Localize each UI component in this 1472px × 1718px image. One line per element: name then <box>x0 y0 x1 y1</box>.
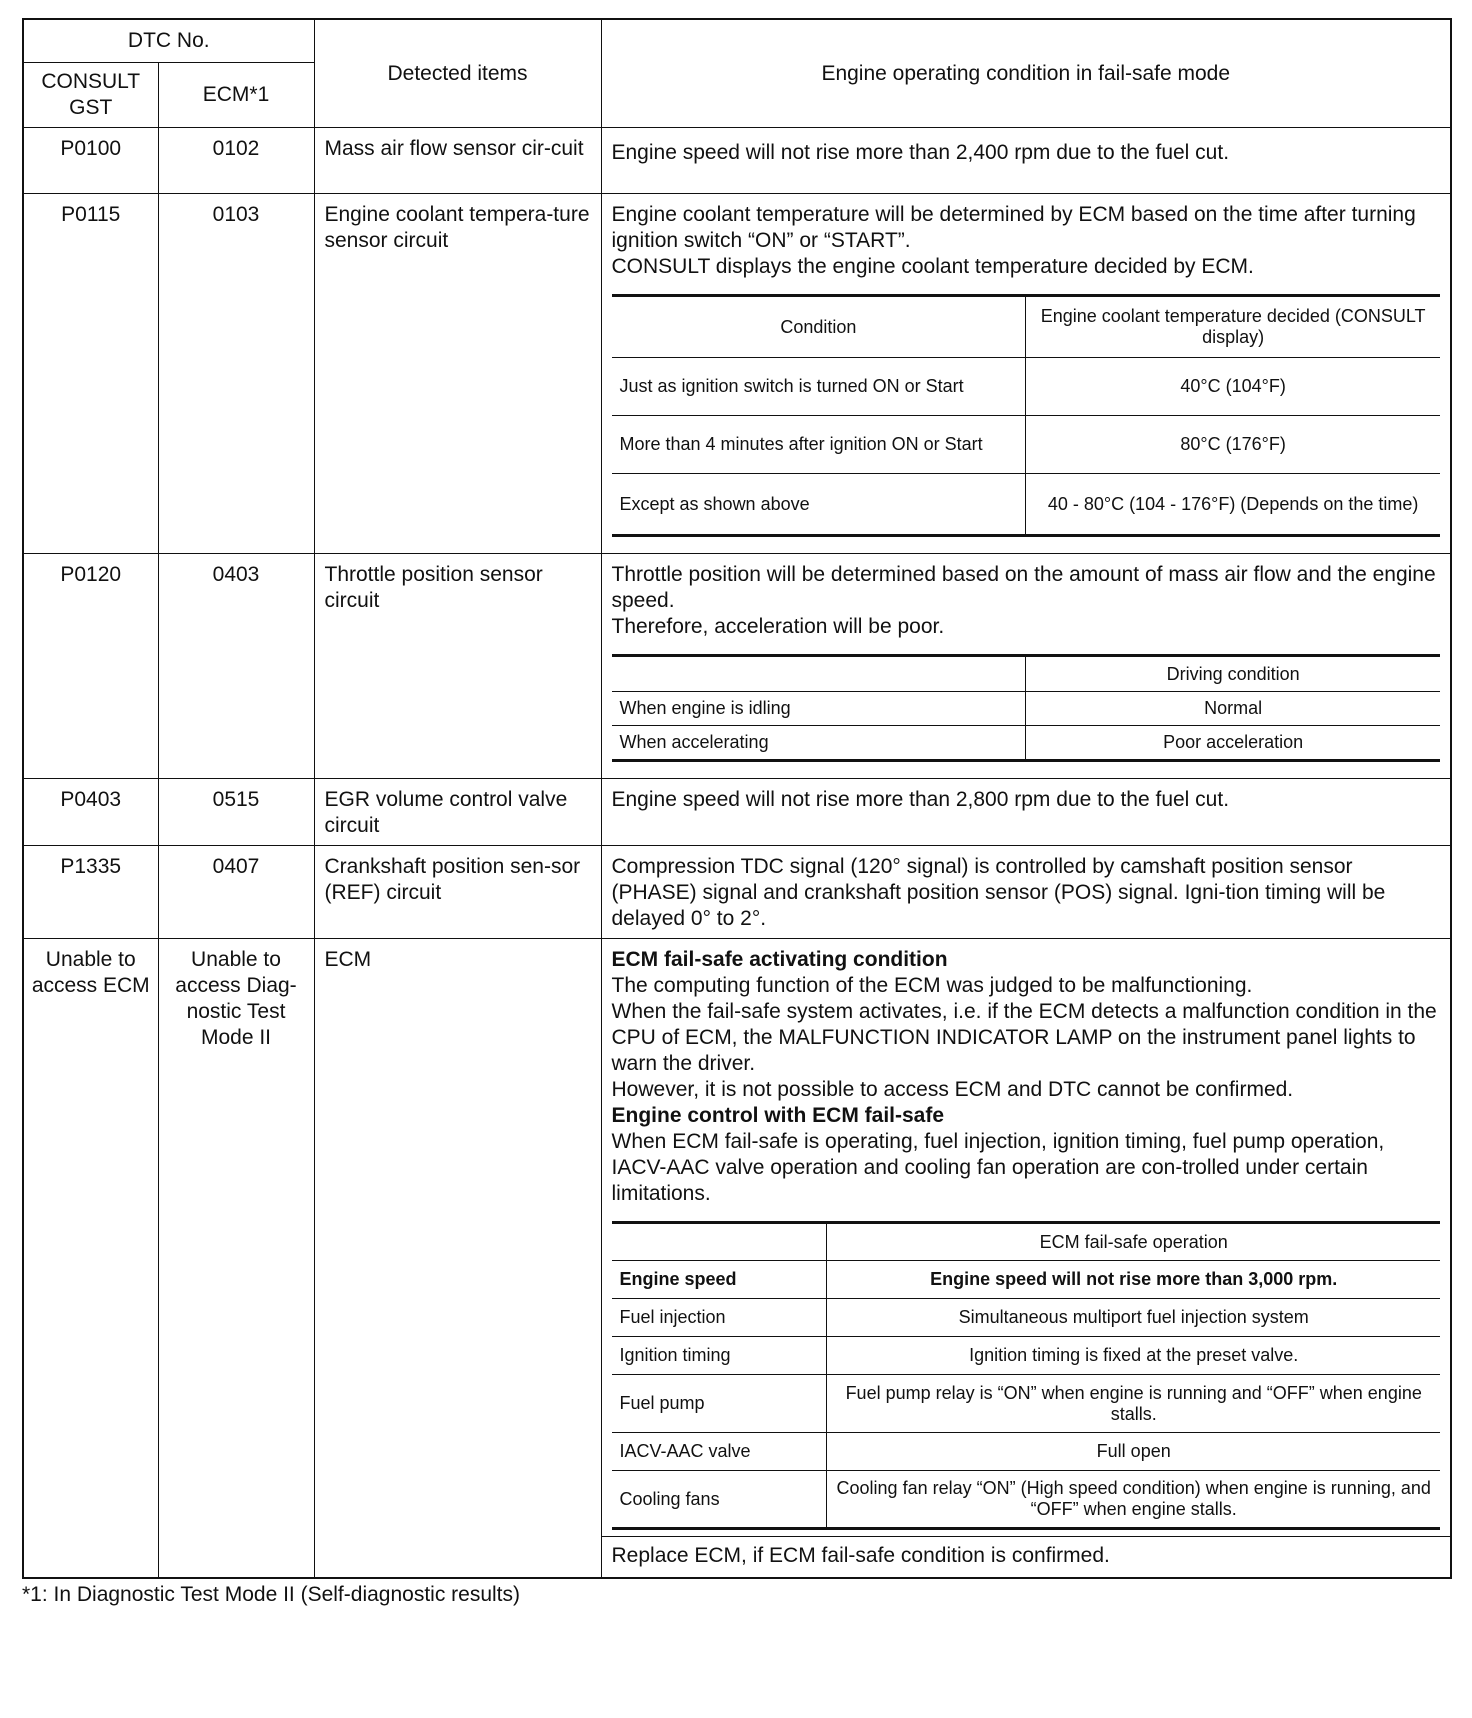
table-row <box>23 846 1451 939</box>
coolant-temperature-table <box>612 294 1441 537</box>
column-header: Driving condition <box>1026 656 1440 692</box>
driving-condition-table <box>612 654 1441 762</box>
table-cell: Poor acceleration <box>1026 726 1440 761</box>
ecm-code: 0515 <box>158 779 314 846</box>
table-cell: 40 - 80°C (104 - 176°F) (Depends on the time) <box>1026 474 1440 536</box>
ecm-code: 0102 <box>158 128 314 194</box>
fail-safe-condition: Compression TDC signal (120° signal) is controlled by camshaft position sensor (PHASE) signal and crankshaft position sensor (POS) signal. Igni-tion timing will be delayed 0° to 2°. <box>601 846 1451 939</box>
fail-safe-condition: Engine coolant temperature will be determined by ECM based on the time after turning ignition switch “ON” or “START”. CONSULT displays the engine coolant temperature decided by ECM. Condition Engine coolant temperature decided (CONSULT display) Just as ignition switch is turned ON or Start 40°C (104°F) More than 4 minutes after ignition ON or Start 80°C (176°F) Except as shown above 40 - 80°C (104 - 176°F) (Depends on the time) <box>601 194 1451 554</box>
table-cell: 40°C (104°F) <box>1026 358 1440 416</box>
table-cell: Engine speed <box>612 1261 827 1299</box>
fail-safe-condition: Engine speed will not rise more than 2,400 rpm due to the fuel cut. <box>601 128 1451 194</box>
detected-items-header: Detected items <box>314 19 601 128</box>
detected-item: EGR volume control valve circuit <box>314 779 601 846</box>
ecm-code: 0403 <box>158 554 314 779</box>
column-header: Condition <box>612 296 1026 358</box>
detected-item: Throttle position sensor circuit <box>314 554 601 779</box>
detected-item: Engine coolant tempera-ture sensor circuit <box>314 194 601 554</box>
detected-item: ECM <box>314 939 601 1579</box>
replace-ecm-note: Replace ECM, if ECM fail-safe condition is confirmed. <box>602 1536 1451 1577</box>
table-row <box>23 554 1451 779</box>
table-cell: Engine speed will not rise more than 3,000 rpm. <box>827 1261 1440 1299</box>
detected-item: Mass air flow sensor cir-cuit <box>314 128 601 194</box>
table-cell: Normal <box>1026 692 1440 726</box>
dtc-no-header: DTC No. <box>23 19 314 63</box>
ecm-fail-safe-operation-table <box>612 1221 1441 1530</box>
consult-gst-header: CONSULT GST <box>23 63 158 128</box>
consult-code: P1335 <box>23 846 158 939</box>
table-cell: IACV-AAC valve <box>612 1433 827 1471</box>
table-row <box>23 939 1451 1579</box>
table-cell: More than 4 minutes after ignition ON or Start <box>612 416 1026 474</box>
document-page <box>22 18 1450 1607</box>
consult-code: P0403 <box>23 779 158 846</box>
table-row <box>23 128 1451 194</box>
table-cell: Except as shown above <box>612 474 1026 536</box>
fail-safe-table <box>22 18 1452 1579</box>
footnote: *1: In Diagnostic Test Mode II (Self-diagnostic results) <box>22 1583 521 1606</box>
table-cell: Full open <box>827 1433 1440 1471</box>
consult-code: P0120 <box>23 554 158 779</box>
table-row <box>23 194 1451 554</box>
table-cell: Ignition timing <box>612 1337 827 1375</box>
table-cell: Just as ignition switch is turned ON or Start <box>612 358 1026 416</box>
ecm-code: Unable to access Diag-nostic Test Mode II <box>158 939 314 1579</box>
column-header: Engine coolant temperature decided (CONSULT display) <box>1026 296 1440 358</box>
table-cell: Fuel injection <box>612 1299 827 1337</box>
consult-code: P0100 <box>23 128 158 194</box>
consult-code: P0115 <box>23 194 158 554</box>
detected-item: Crankshaft position sen-sor (REF) circuit <box>314 846 601 939</box>
consult-code: Unable to access ECM <box>23 939 158 1579</box>
table-cell: Fuel pump relay is “ON” when engine is running and “OFF” when engine stalls. <box>827 1375 1440 1433</box>
ecm-header: ECM*1 <box>158 63 314 128</box>
fail-safe-condition: Engine speed will not rise more than 2,800 rpm due to the fuel cut. <box>601 779 1451 846</box>
table-row <box>23 779 1451 846</box>
table-cell: 80°C (176°F) <box>1026 416 1440 474</box>
table-cell: Fuel pump <box>612 1375 827 1433</box>
ecm-code: 0407 <box>158 846 314 939</box>
table-cell: When engine is idling <box>612 692 1026 726</box>
column-header <box>612 1223 827 1261</box>
section-heading: Engine control with ECM fail-safe <box>611 1104 945 1127</box>
table-cell: When accelerating <box>612 726 1026 761</box>
ecm-code: 0103 <box>158 194 314 554</box>
section-heading: ECM fail-safe activating condition <box>611 948 948 971</box>
table-cell: Cooling fans <box>612 1471 827 1529</box>
table-cell: Ignition timing is fixed at the preset valve. <box>827 1337 1440 1375</box>
column-header: ECM fail-safe operation <box>827 1223 1440 1261</box>
fail-safe-condition: Throttle position will be determined based on the amount of mass air flow and the engine speed. Therefore, acceleration will be poor. Driving condition When engine is idling Normal When accelerating Poor acceleration <box>601 554 1451 779</box>
column-header <box>612 656 1026 692</box>
table-cell: Cooling fan relay “ON” (High speed condition) when engine is running, and “OFF” when engine stalls. <box>827 1471 1440 1529</box>
fail-safe-condition: ECM fail-safe activating condition The computing function of the ECM was judged to be malfunctioning. When the fail-safe system activates, i.e. if the ECM detects a malfunction condition in the CPU of ECM, the MALFUNCTION INDICATOR LAMP on the instrument panel lights to warn the driver. However, it is not possible to access ECM and DTC cannot be confirmed. Engine control with ECM fail-safe When ECM fail-safe is operating, fuel injection, ignition timing, fuel pump operation, IACV-AAC valve operation and cooling fan operation are con-trolled under certain limitations. ECM fail-safe operation Engine speed Engine speed will not rise more than 3,000 rpm. Fuel injection Simultaneous multiport fuel injection system Ignition timing Ignition timing is fixed at the preset valve. Fuel pump Fuel pump relay is “ON” when engine is running and “OFF” when engine stalls. IACV-AAC valve Full open Cooling fans Cooling fan relay “ON” (High speed condition) when engine is running, and “OFF” when engine stalls. Replace ECM, if ECM fail-safe condition is confirmed. <box>601 939 1451 1579</box>
table-cell: Simultaneous multiport fuel injection system <box>827 1299 1440 1337</box>
condition-header: Engine operating condition in fail-safe mode <box>601 19 1451 128</box>
